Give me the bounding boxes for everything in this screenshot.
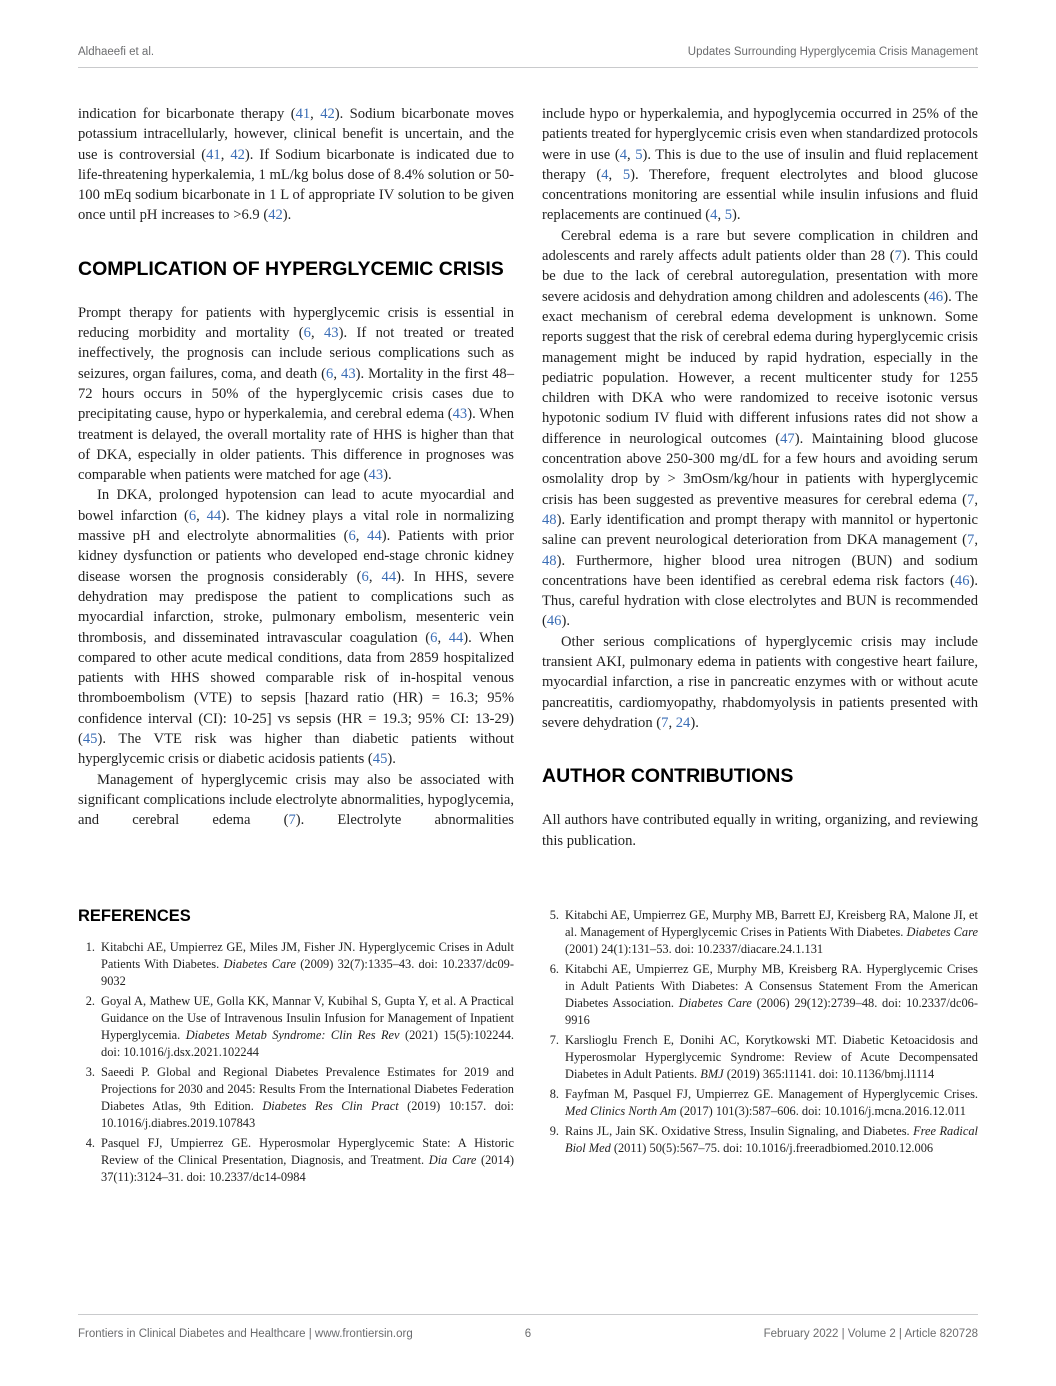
- references-left-column: [78, 907, 514, 1189]
- citation-link[interactable]: 46: [928, 288, 944, 305]
- reference-item: [542, 1032, 978, 1083]
- reference-text: Pasquel FJ, Umpierrez GE. Hyperosmolar Hyperglycemic State: A Historic Review of the Clinical Presentation, Diagnosis, and Treatment. Dia Care (2014) 37(11):3124–31. doi: 10.2337/dc14-0984: [101, 1135, 514, 1184]
- reference-text: Rains JL, Jain SK. Oxidative Stress, Insulin Signaling, and Diabetes. Free Radical Biol Med (2011) 50(5):567–75. doi: 10.1016/j.freeradbiomed.2010.12.006: [565, 1123, 979, 1155]
- footer-journal-link[interactable]: Frontiers in Clinical Diabetes and Healthcare | www.frontiersin.org: [78, 1328, 413, 1340]
- citation-link[interactable]: 45: [82, 731, 98, 748]
- reference-number: 4.: [85, 1135, 95, 1150]
- citation-link[interactable]: 44: [367, 528, 382, 545]
- reference-number: 5.: [549, 907, 559, 922]
- citation-link[interactable]: 7: [661, 714, 669, 731]
- citation-link[interactable]: 7: [967, 491, 975, 508]
- citation-link[interactable]: 24: [675, 714, 691, 731]
- footer-issue-info: February 2022 | Volume 2 | Article 820728: [763, 1328, 978, 1340]
- paragraph-dka-complications: In DKA, prolonged hypotension can lead to acute myocardial and bowel infarction (6, 44). The kidney plays a vital role in normalizing massive pH and electrolyte abnormalities (6, 44). Patients with prior kidney dysfunction or patients who developed end-stage chronic kidney disease worsen the prognosis considerably (6, 44). In HHS, severe dehydration may predispose the patient to complications such as myocardial infarction, stroke, pulmonary embolism, mesenteric vein thrombosis, and disseminated intravascular coagulation (6, 44). When compared to other acute medical conditions, data from 2859 hospitalized patients with HHS showed comparable risk of in-hospital venous thromboembolism (VTE) to sepsis [hazard ratio (HR) = 16.3; 95% confidence interval (CI): 10-25] vs sepsis (HR = 19.3; 95% CI: 13-29) (45). The VTE risk was higher than diabetic patients without hyperglycemic crisis or diabetic acidosis patients (45).: [78, 487, 515, 768]
- reference-text: Kitabchi AE, Umpierrez GE, Murphy MB, Barrett EJ, Kreisberg RA, Malone JI, et al. Management of Hyperglycemic Crises in Patients With Diabetes. Diabetes Care (2001) 24(1):131–53. doi: 10.2337/diacare.24.1.131: [565, 907, 978, 956]
- citation-link[interactable]: 7: [894, 248, 902, 265]
- references-section: [78, 907, 978, 1189]
- paragraph-bicarbonate: indication for bicarbonate therapy (41, 42). Sodium bicarbonate moves potassium intracellularly, however, clinical benefit is uncertain, and the use is controversial (41, 42). If Sodium bicarbonate is indicated due to life-threatening hyperkalemia, 1 mL/kg bolus dose of 8.4% solution or 50-100 mEq sodium bicarbonate in 1 L of appropriate IV solution to be given once until pH increases to >6.9 (42).: [78, 106, 514, 224]
- reference-item: [542, 1123, 978, 1157]
- citation-link[interactable]: 7: [288, 812, 296, 829]
- citation-link[interactable]: 48: [542, 552, 557, 569]
- reference-number: 9.: [549, 1123, 559, 1138]
- reference-number: 6.: [549, 961, 559, 976]
- reference-item: [78, 1135, 514, 1186]
- left-column: [78, 104, 514, 831]
- reference-number: 3.: [85, 1064, 95, 1079]
- running-head-author: Aldhaeefi et al.: [78, 46, 155, 58]
- citation-link[interactable]: 42: [320, 106, 335, 122]
- paragraph-electrolyte-continued: include hypo or hyperkalemia, and hypoglycemia occurred in 25% of the patients treated for hyperglycemic crisis even when standardized protocols were in use (4, 5). This is due to the use of insulin and fluid replacement therapy (4, 5). Therefore, frequent electrolytes and blood glucose concentrations monitoring are essential while insulin infusions and fluid replacements are continued (4, 5).: [542, 106, 979, 224]
- citation-link[interactable]: 4: [601, 166, 609, 183]
- citation-link[interactable]: 5: [622, 166, 631, 183]
- header-divider: [78, 67, 978, 68]
- citation-link[interactable]: 5: [724, 207, 733, 224]
- citation-link[interactable]: 48: [542, 511, 557, 528]
- citation-link[interactable]: 43: [368, 467, 384, 484]
- reference-item: [78, 1064, 514, 1132]
- paragraph-cerebral-edema: Cerebral edema is a rare but severe complication in children and adolescents and rarely affects adult patients older than 28 (7). This could be due to the lack of cerebral autoregulation, presentation with more severe acidosis and dehydration among children and adolescents (46). The exact mechanism of cerebral edema development is unknown. Some reports suggest that the risk of cerebral edema during hyperglycemic crisis management might be induced by rapid hydration, especially in the pediatric population. However, a recent multicenter study for 1255 children with DKA who were randomized to receive isotonic versus hypotonic sodium IV fluid with different infusions rates did not show a difference in neurological outcomes (47). Maintaining blood glucose concentration above 250-300 mg/dL for a few hours and avoiding serum osmolality drop by > 3mOsm/kg/hour in patients with hyperglycemic crisis has been suggested as preventive measures for cerebral edema (7, 48). Early identification and prompt therapy with mannitol or hypertonic saline can prevent neurological deterioration from DKA management (7, 48). Furthermore, higher blood urea nitrogen (BUN) and sodium concentrations have been identified as cerebral edema risk factors (46). Thus, careful hydration with close electrolytes and BUN is recommended (46).: [542, 227, 978, 630]
- citation-link[interactable]: 46: [954, 572, 970, 589]
- running-head: [78, 0, 978, 58]
- footer-divider: [78, 1314, 978, 1315]
- citation-link[interactable]: 47: [780, 430, 795, 447]
- reference-item: [78, 939, 514, 990]
- references-title: REFERENCES: [78, 906, 191, 925]
- reference-item: [542, 961, 978, 1029]
- paragraph-prompt-therapy: Prompt therapy for patients with hyperglycemic crisis is essential in reducing morbidity and mortality (6, 43). If not treated or treated ineffectively, the prognosis can include serious complications such as seizures, organ failures, coma, and death (6, 43). Mortality in the first 48–72 hours occurs in 50% of the hyperglycemic crisis cases due to precipitating cause, hypo or hyperkalemia, and cerebral edema (43). When treatment is delayed, the overall mortality rate of HHS is higher than that of DKA, especially in older patients. This difference in prognoses was comparable when patients were matched for age (43).: [78, 304, 514, 484]
- citation-link[interactable]: 6: [303, 325, 311, 342]
- running-head-title: Updates Surrounding Hyperglycemia Crisis Management: [687, 46, 978, 58]
- citation-link[interactable]: 45: [372, 751, 388, 768]
- citation-link[interactable]: 4: [619, 146, 627, 163]
- citation-link[interactable]: 46: [546, 613, 562, 630]
- section-title-author-contributions: AUTHOR CONTRIBUTIONS: [542, 765, 794, 788]
- reference-text: Goyal A, Mathew UE, Golla KK, Mannar V, Kubihal S, Gupta Y, et al. A Practical Guidance on the Use of Intravenous Insulin Infusion for Management of Inpatient Hyperglycemia. Diabetes Metab Syndrome: Clin Res Rev (2021) 15(5):102244. doi: 10.1016/j.dsx.2021.102244: [101, 993, 514, 1059]
- citation-link[interactable]: 43: [323, 325, 339, 342]
- paragraph-other-complications: Other serious complications of hyperglycemic crisis may include transient AKI, pulmonary edema in patients with congestive heart failure, myocardial infarction, a rise in pancreatic enzymes with or without acute pancreatitis, cardiomyopathy, rhabdomyolysis in patients presented with severe dehydration (7, 24).: [542, 633, 978, 731]
- citation-link[interactable]: 6: [188, 507, 197, 524]
- citation-link[interactable]: 44: [448, 629, 464, 646]
- reference-text: Kitabchi AE, Umpierrez GE, Murphy MB, Kreisberg RA. Hyperglycemic Crises in Adult Patients With Diabetes: A Consensus Statement From the American Diabetes Association. Diabetes Care (2006) 29(12):2739–48. doi: 10.2337/dc06-9916: [565, 961, 978, 1027]
- references-list-right: [542, 907, 978, 1157]
- citation-link[interactable]: 43: [341, 365, 356, 382]
- right-column: [542, 104, 978, 851]
- reference-number: 7.: [549, 1032, 559, 1047]
- reference-text: Kitabchi AE, Umpierrez GE, Miles JM, Fisher JN. Hyperglycemic Crises in Adult Patients With Diabetes. Diabetes Care (2009) 32(7):1335–43. doi: 10.2337/dc09-9032: [101, 939, 514, 988]
- citation-link[interactable]: 6: [361, 568, 369, 585]
- citation-link[interactable]: 43: [452, 406, 468, 423]
- references-list-left: [78, 939, 514, 1186]
- paragraph-author-contributions: All authors have contributed equally in writing, organizing, and reviewing this publication.: [542, 812, 978, 849]
- reference-item: [542, 1086, 978, 1120]
- reference-item: [542, 907, 978, 958]
- references-right-column: [542, 907, 978, 1160]
- reference-number: 1.: [85, 939, 95, 954]
- citation-link[interactable]: 6: [348, 528, 356, 545]
- citation-link[interactable]: 6: [326, 365, 334, 382]
- footer: [78, 1314, 978, 1340]
- footer-page-number: 6: [524, 1328, 532, 1340]
- reference-number: 2.: [85, 993, 95, 1008]
- section-title-complications: COMPLICATION OF HYPERGLYCEMIC CRISIS: [78, 257, 504, 280]
- reference-item: [78, 993, 514, 1061]
- citation-link[interactable]: 44: [381, 568, 397, 585]
- paragraph-management-complications: Management of hyperglycemic crisis may also be associated with significant complications include electrolyte abnormalities, hypoglycemia, and cerebral edema (7). Electrolyte abnormalities: [78, 771, 514, 829]
- citation-link[interactable]: 5: [635, 146, 643, 163]
- reference-text: Saeedi P. Global and Regional Diabetes Prevalence Estimates for 2019 and Projections for 2030 and 2045: Results From the International Diabetes Federation Diabetes Atlas, 9th Edition. Diabetes Res Clin Pract (2019) 10:157. doi: 10.1016/j.diabres.2019.107843: [101, 1064, 514, 1130]
- citation-link[interactable]: 42: [230, 146, 245, 163]
- citation-link[interactable]: 41: [295, 106, 311, 122]
- reference-text: Karslioglu French E, Donihi AC, Korytkowski MT. Diabetic Ketoacidosis and Hyperosmolar Hyperglycemic Syndrome: Review of Acute Decompensated Diabetes in Adult Patients. BMJ (2019) 365:l1141. doi: 10.1136/bmj.l1114: [565, 1032, 978, 1081]
- reference-text: Fayfman M, Pasquel FJ, Umpierrez GE. Management of Hyperglycemic Crises. Med Clinics North Am (2017) 101(3):587–606. doi: 10.1016/j.mcna.2016.12.011: [565, 1086, 978, 1118]
- citation-link[interactable]: 42: [268, 207, 283, 224]
- citation-link[interactable]: 6: [430, 629, 438, 646]
- citation-link[interactable]: 41: [206, 146, 221, 163]
- citation-link[interactable]: 7: [967, 532, 975, 549]
- reference-number: 8.: [549, 1086, 559, 1101]
- citation-link[interactable]: 44: [206, 507, 222, 524]
- article-body: [78, 104, 978, 851]
- citation-link[interactable]: 4: [710, 207, 718, 224]
